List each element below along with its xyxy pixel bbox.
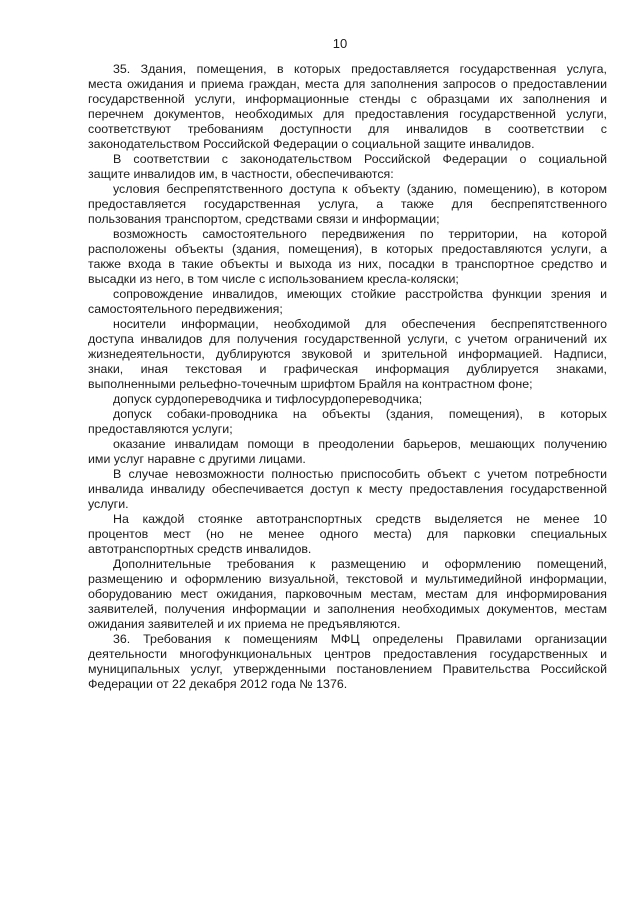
text-line: перечнем документов, необходимых для предоставления государственной услуги, [88, 107, 607, 121]
text-line: самостоятельного передвижения; [88, 302, 283, 316]
text-line: муниципальных услуг, утвержденными постановлением Правительства Российской [88, 662, 607, 676]
text-line: автотранспортных средств инвалидов. [88, 542, 312, 556]
text-line: ожидания заявителей и их приема не предъявляются. [88, 617, 401, 631]
text-line: условия беспрепятственного доступа к объекту (зданию, помещению), в котором [113, 182, 607, 196]
text-line: процентов мест (но не менее одного места) для парковки специальных [88, 527, 607, 541]
text-line: пользования транспортом, средствами связи и информации; [88, 212, 440, 226]
text-line: предоставляются услуги; [88, 422, 233, 436]
text-line: соответствуют требованиям доступности для инвалидов в соответствии с [88, 122, 607, 136]
text-line: предоставляется государственная услуга, а также для беспрепятственного [88, 197, 607, 211]
text-line: знаки, иная текстовая и графическая информация дублируется знаками, [88, 362, 607, 376]
text-line: услуги. [88, 497, 129, 511]
text-line: В соответствии с законодательством Российской Федерации о социальной [113, 152, 607, 166]
document-body [88, 62, 607, 692]
text-line: размещению и оформлению визуальной, текстовой и мультимедийной информации, [88, 572, 607, 586]
text-line: также входа в такие объекты и выхода из них, посадки в транспортное средство и [88, 257, 607, 271]
text-line: расположены объекты (здания, помещения), в которых предоставляются услуги, а [88, 242, 607, 256]
text-line: 35. Здания, помещения, в которых предоставляется государственная услуга, [113, 62, 607, 76]
text-line: носители информации, необходимой для обеспечения беспрепятственного [113, 317, 607, 331]
text-line: законодательством Российской Федерации о социальной защите инвалидов. [88, 137, 535, 151]
text-line: инвалида инвалиду обеспечивается доступ к месту предоставления государственной [88, 482, 607, 496]
text-line: оборудованию мест ожидания, парковочным местам, местам для информирования [88, 587, 607, 601]
text-line: жизнедеятельности, дублируются звуковой и зрительной информацией. Надписи, [88, 347, 607, 361]
text-line: допуск сурдопереводчика и тифлосурдопереводчика; [113, 392, 423, 406]
text-line: возможность самостоятельного передвижения по территории, на которой [113, 227, 607, 241]
text-line: ими услуг наравне с другими лицами. [88, 452, 306, 466]
text-line: В случае невозможности полностью приспособить объект с учетом потребности [113, 467, 607, 481]
text-line: Федерации от 22 декабря 2012 года № 1376. [88, 677, 348, 691]
text-line: защите инвалидов им, в частности, обеспечиваются: [88, 167, 394, 181]
text-line: деятельности многофункциональных центров предоставления государственных и [88, 647, 607, 661]
text-line: доступа инвалидов для получения государственной услуги, с учетом ограничений их [88, 332, 607, 346]
text-line: заявителей, получения информации и заполнения необходимых документов, местам [88, 602, 607, 616]
page-number: 10 [332, 36, 348, 51]
text-line: выполненными рельефно-точечным шрифтом Брайля на контрастном фоне; [88, 377, 533, 391]
text-line: 36. Требования к помещениям МФЦ определены Правилами организации [113, 632, 607, 646]
text-line: На каждой стоянке автотранспортных средств выделяется не менее 10 [113, 512, 607, 526]
text-line: оказание инвалидам помощи в преодолении барьеров, мешающих получению [113, 437, 607, 451]
text-line: высадки из него, в том числе с использованием кресла-коляски; [88, 272, 459, 286]
text-line: государственной услуги, информационные стенды с образцами их заполнения и [88, 92, 607, 106]
text-line: сопровождение инвалидов, имеющих стойкие расстройства функции зрения и [113, 287, 607, 301]
text-line: допуск собаки-проводника на объекты (здания, помещения), в которых [113, 407, 607, 421]
text-line: Дополнительные требования к размещению и оформлению помещений, [113, 557, 607, 571]
text-line: места ожидания и приема граждан, места для заполнения запросов о предоставлении [88, 77, 607, 91]
